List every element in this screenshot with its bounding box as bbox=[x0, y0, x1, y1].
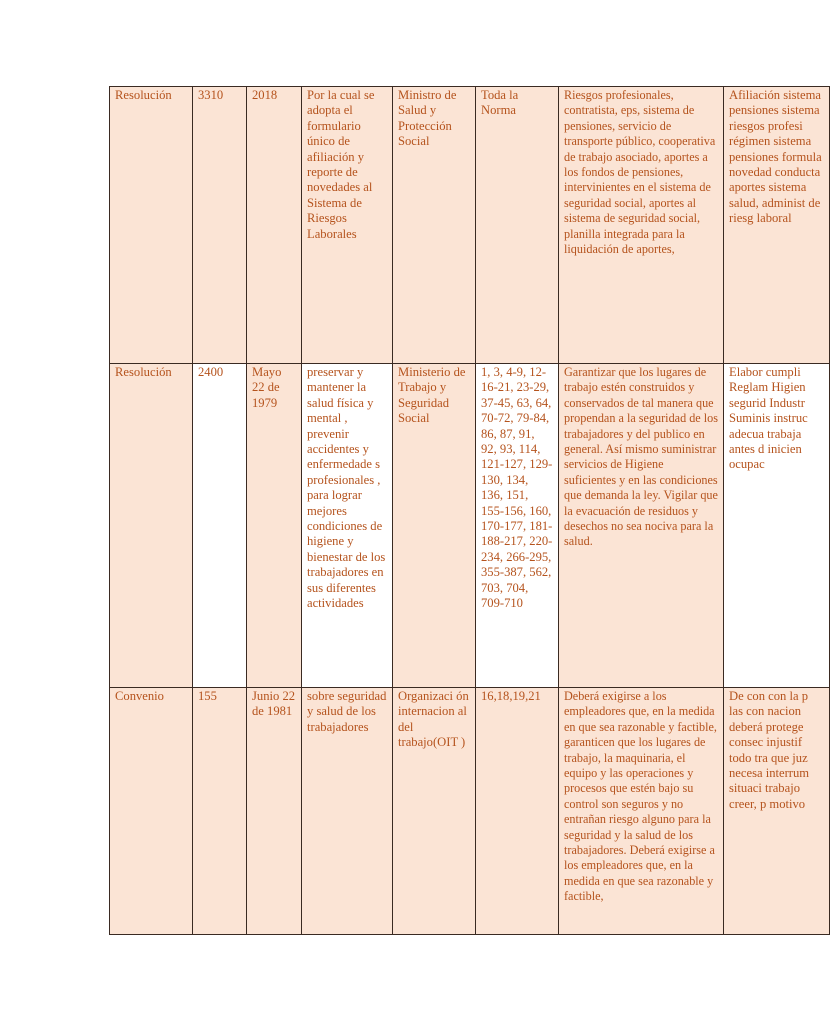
norm-date-cell: 2018 bbox=[247, 87, 302, 364]
norm-number-cell: 155 bbox=[193, 688, 247, 935]
norm-description-cell: sobre seguridad y salud de los trabajadores bbox=[302, 688, 393, 935]
issuing-entity-cell: Ministro de Salud y Protección Social bbox=[393, 87, 476, 364]
topic-cell: Riesgos profesionales, contratista, eps, sistema de pensiones, servicio de transporte público, cooperativa de trabajo asociado, aportes a los fondos de pensiones, intervinientes en el sistema de seguridad social, aportes al sistema de seguridad social, planilla integrada para la liquidación de aportes, bbox=[559, 87, 724, 364]
applicable-articles-cell: 16,18,19,21 bbox=[476, 688, 559, 935]
table-row bbox=[110, 87, 830, 364]
obligation-cell: Elabor cumpli Reglam Higien segurid Industr Suminis instruc adecua trabaja antes d inicien ocupac bbox=[724, 364, 830, 688]
norm-description-cell: preservar y mantener la salud física y mental , prevenir accidentes y enfermedade s profesionales , para lograr mejores condiciones de higiene y bienestar de los trabajadores en sus diferentes actividades bbox=[302, 364, 393, 688]
norm-number-cell: 2400 bbox=[193, 364, 247, 688]
obligation-cell: Afiliación sistema pensiones sistema riesgos profesi régimen sistema pensiones formula novedad conducta aportes sistema salud, administ de riesg laboral bbox=[724, 87, 830, 364]
issuing-entity-cell: Organizaci ón internacion al del trabajo(OIT ) bbox=[393, 688, 476, 935]
applicable-articles-cell: Toda la Norma bbox=[476, 87, 559, 364]
norm-number-cell: 3310 bbox=[193, 87, 247, 364]
norm-type-cell: Resolución bbox=[110, 364, 193, 688]
norm-type-cell: Convenio bbox=[110, 688, 193, 935]
norm-description-cell: Por la cual se adopta el formulario único de afiliación y reporte de novedades al Sistema de Riesgos Laborales bbox=[302, 87, 393, 364]
legal-norms-table bbox=[109, 86, 830, 935]
applicable-articles-cell: 1, 3, 4-9, 12-16-21, 23-29, 37-45, 63, 64, 70-72, 79-84, 86, 87, 91, 92, 93, 114, 121-127, 129-130, 134, 136, 151, 155-156, 160, 170-177, 181-188-217, 220-234, 266-295, 355-387, 562, 703, 704, 709-710 bbox=[476, 364, 559, 688]
issuing-entity-cell: Ministerio de Trabajo y Seguridad Social bbox=[393, 364, 476, 688]
topic-cell: Garantizar que los lugares de trabajo estén construidos y conservados de tal manera que propendan a la seguridad de los trabajadores y del publico en general. Así mismo suministrar servicios de Higiene suficientes y en las condiciones que demanda la ley. Vigilar que la evacuación de residuos y desechos no sea nociva para la salud. bbox=[559, 364, 724, 688]
topic-cell: Deberá exigirse a los empleadores que, en la medida en que sea razonable y factible, garanticen que los lugares de trabajo, la maquinaria, el equipo y las operaciones y procesos que estén bajo su control son seguros y no entrañan riesgo alguno para la seguridad y la salud de los trabajadores. Deberá exigirse a los empleadores que, en la medida en que sea razonable y factible, bbox=[559, 688, 724, 935]
obligation-cell: De con con la p las con nacion deberá protege consec injustif todo tra que juz necesa interrum situaci trabajo creer, p motivo bbox=[724, 688, 830, 935]
norm-date-cell: Mayo 22 de 1979 bbox=[247, 364, 302, 688]
table-row bbox=[110, 364, 830, 688]
table-row bbox=[110, 688, 830, 935]
norm-type-cell: Resolución bbox=[110, 87, 193, 364]
norm-date-cell: Junio 22 de 1981 bbox=[247, 688, 302, 935]
